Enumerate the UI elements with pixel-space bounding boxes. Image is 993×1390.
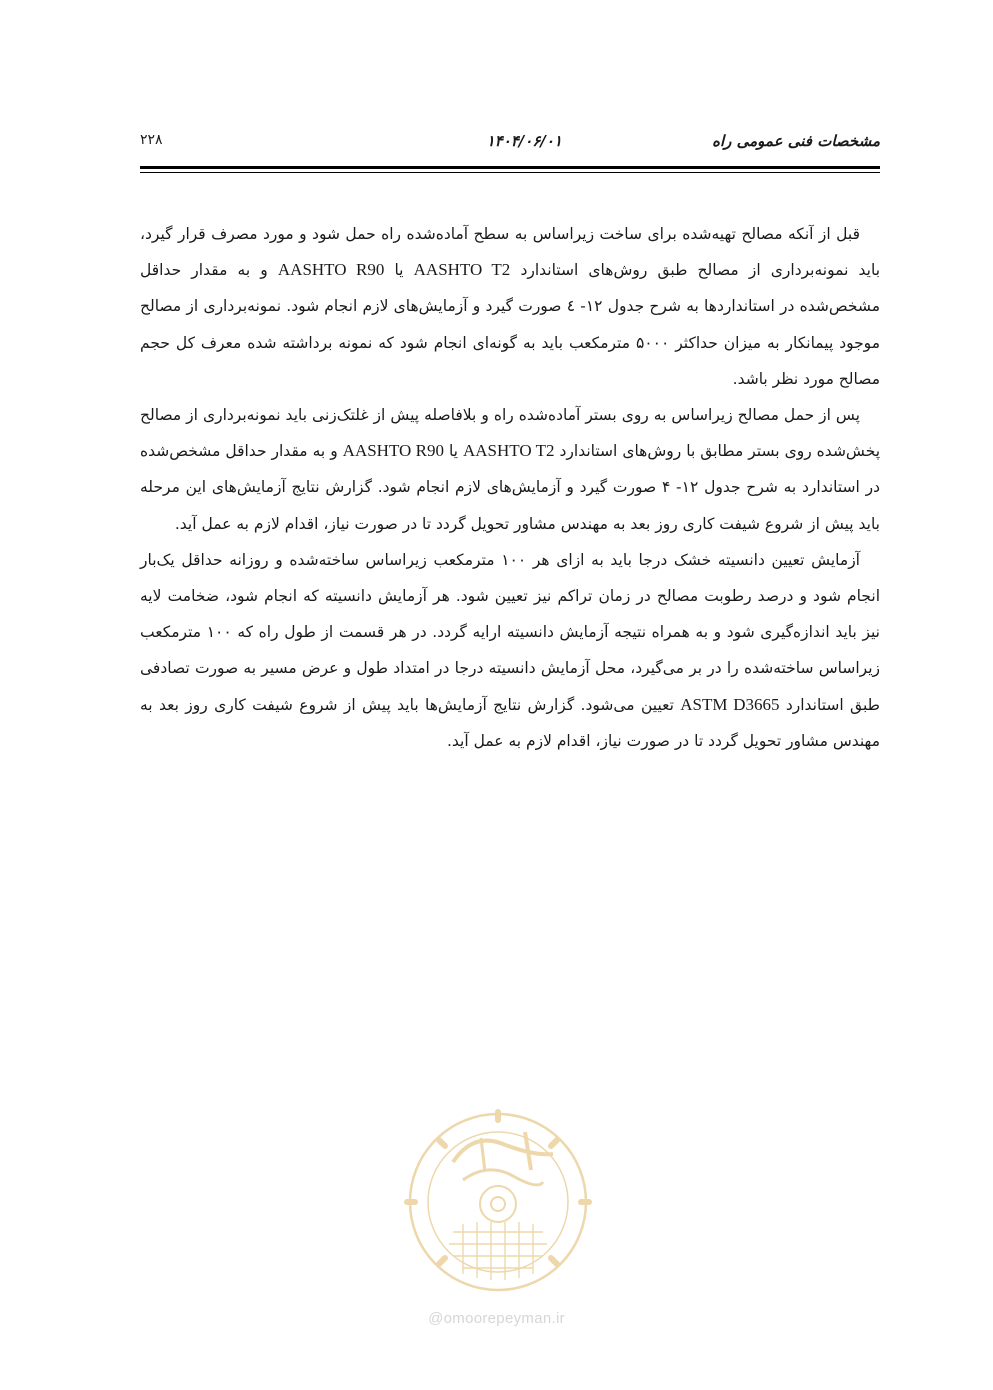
standard-code: ASTM D3665 bbox=[680, 694, 780, 714]
body-text bbox=[140, 216, 880, 759]
text-segment: یا bbox=[384, 261, 414, 280]
header-rule-thick bbox=[140, 166, 880, 169]
standard-code: AASHTO T2 bbox=[413, 260, 511, 280]
text-segment: و به مقدار حداقل مشخص‌شده در استاندارد به شرح جدول ۱۲- ۴ صورت گیرد و آزمایش‌های لازم انجام شود. گزارش نتایج آزمایش‌های این مرحله باید پیش از شروع شیفت کاری روز بعد به مهندس مشاور تحویل گردد تا در صورت نیاز، اقدام لازم به عمل آید. bbox=[140, 442, 881, 533]
standard-code: AASHTO T2 bbox=[462, 441, 555, 461]
text-segment: تعیین می‌شود. گزارش نتایج آزمایش‌ها باید پیش از شروع شیفت کاری روز بعد به مهندس مشاور تحویل گردد تا در صورت نیاز، اقدام لازم به عمل آید. bbox=[140, 695, 880, 750]
text-segment: پس از حمل مصالح زیراساس به روی بستر آماده‌شده راه و بلافاصله پیش از غلتک‌زنی باید نمونه‌برداری از مصالح پخش‌شده روی بستر مطابق با روش‌های استاندارد bbox=[140, 406, 881, 461]
omoorepeyman-logo bbox=[393, 1092, 603, 1302]
header-title: مشخصات فنی عمومی راه bbox=[712, 132, 880, 150]
paragraph-1 bbox=[140, 216, 880, 397]
header-date: ۱۴۰۴/۰۶/۰۱ bbox=[486, 132, 562, 150]
paragraph-2 bbox=[140, 397, 880, 542]
paragraph-3 bbox=[140, 542, 880, 759]
standard-code: AASHTO R90 bbox=[342, 441, 444, 461]
page-header bbox=[140, 132, 880, 160]
page-number: ۲۲۸ bbox=[140, 132, 163, 148]
text-segment: آزمایش تعیین دانسیته خشک درجا باید به ازای هر ۱۰۰ مترمکعب زیراساس ساخته‌شده و روزانه حداقل یک‌بار انجام شود و درصد رطوبت مصالح در زمان تراکم نیز تعیین شود. هر آزمایش دانسیته که انجام شود، ضخامت لایه نیز باید اندازه‌گیری شود و به همراه نتیجه آزمایش دانسیته ارایه گردد. در هر قسمت از طول راه که ۱۰۰ مترمکعب زیراساس ساخته‌شده را در بر می‌گیرد، محل آزمایش دانسیته درجا در امتداد طول و عرض مسیر به صورت تصادفی طبق استاندارد bbox=[140, 550, 880, 714]
header-rule-thin bbox=[140, 172, 880, 173]
text-segment: و به مقدار حداقل مشخص‌شده در استانداردها به شرح جدول ۱۲- ٤ صورت گیرد و آزمایش‌های لازم انجام شود. نمونه‌برداری از مصالح موجود پیمانکار به میزان حداکثر ۵۰۰۰ مترمکعب باید به گونه‌ای انجام شود که نمونه برداشته شده معرف کل حجم مصالح مورد نظر باشد. bbox=[140, 261, 880, 388]
text-segment: یا bbox=[443, 442, 463, 461]
standard-code: AASHTO R90 bbox=[277, 260, 385, 280]
watermark-text: @omoorepeyman.ir bbox=[428, 1310, 565, 1327]
text-segment: قبل از آنکه مصالح تهیه‌شده برای ساخت زیراساس به سطح آماده‌شده راه حمل شود و مورد مصرف قرار گیرد، باید نمونه‌برداری از مصالح طبق روش‌های استاندارد bbox=[140, 225, 881, 280]
